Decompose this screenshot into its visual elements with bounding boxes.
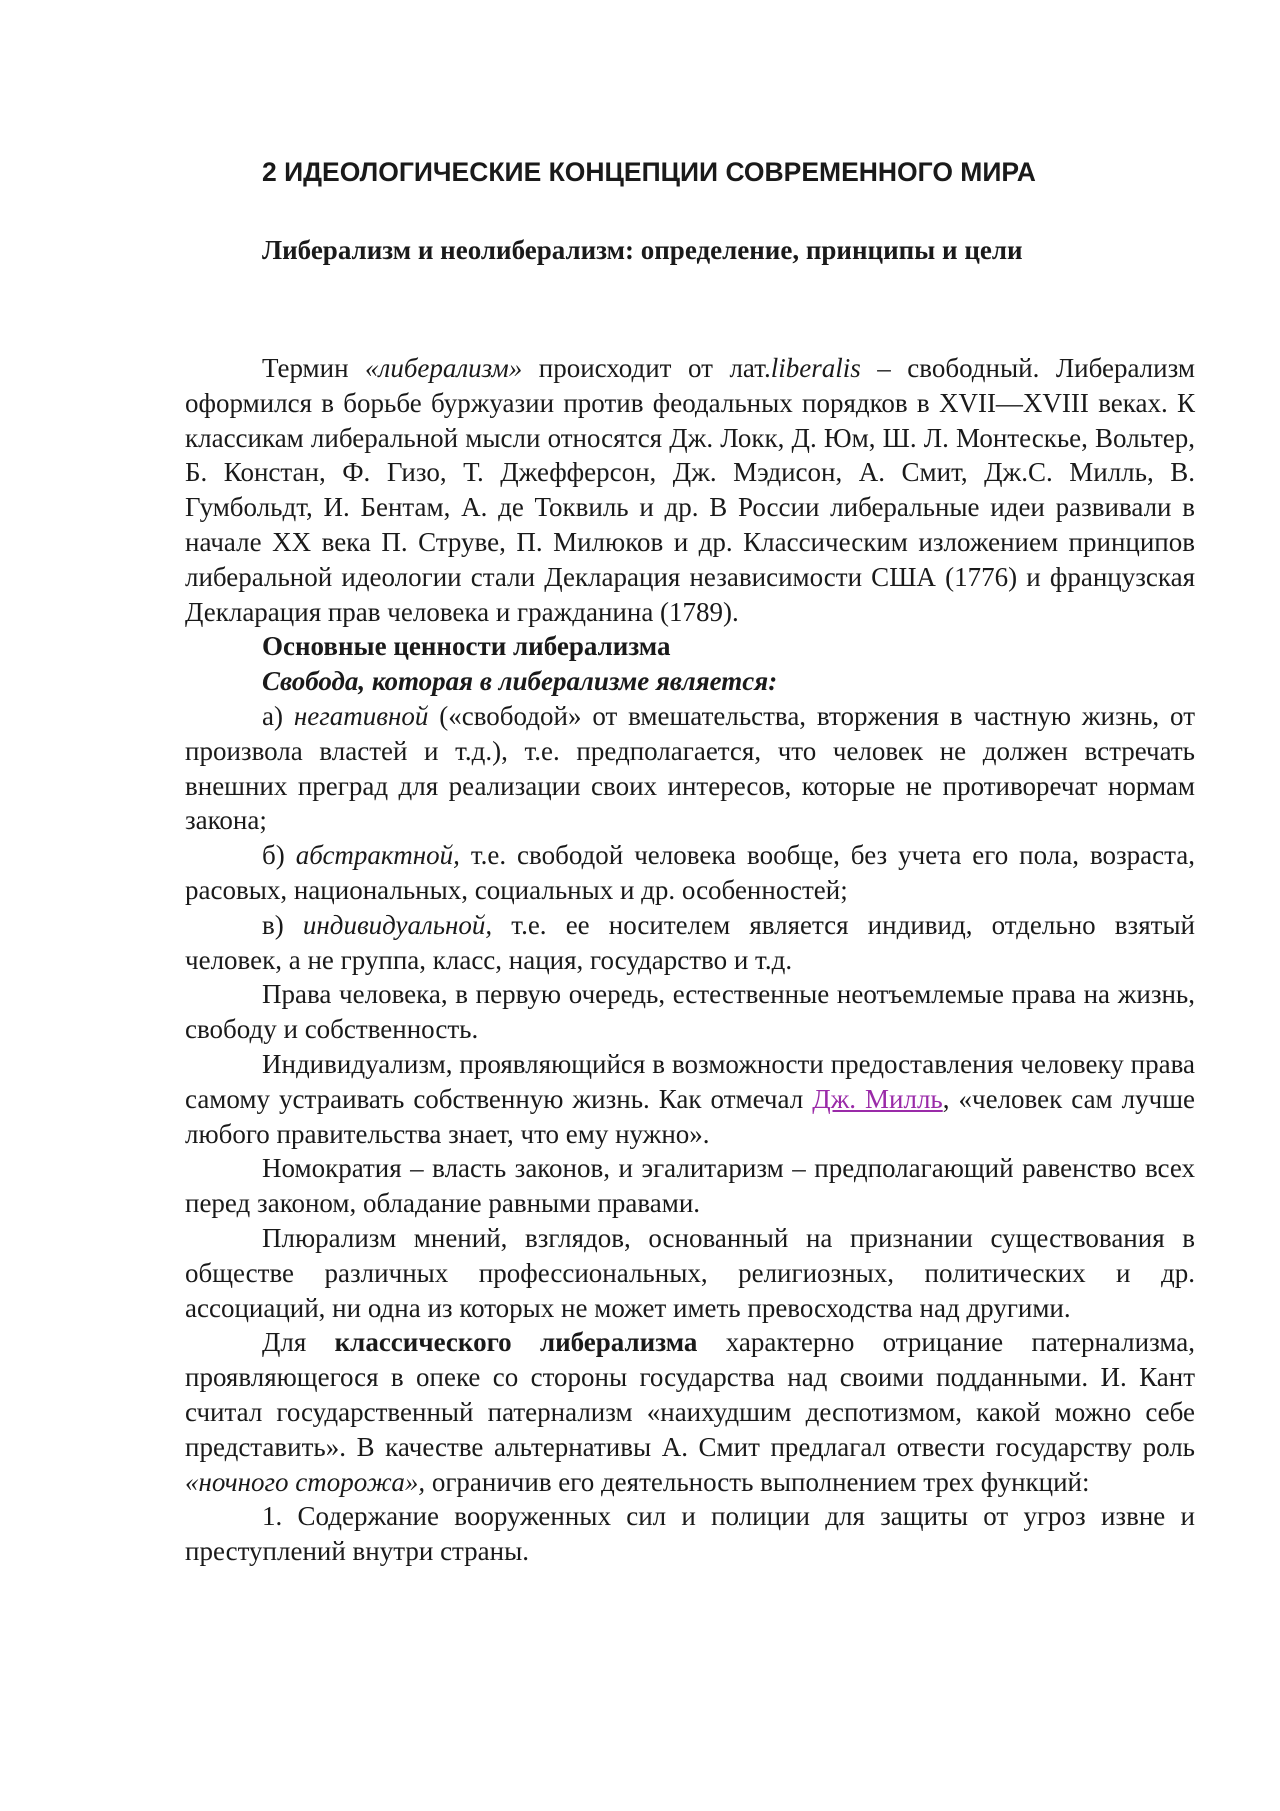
- chapter-title: 2 ИДЕОЛОГИЧЕСКИЕ КОНЦЕПЦИИ СОВРЕМЕННОГО МИРА: [262, 157, 1036, 187]
- term-abstract: абстрактной,: [295, 840, 460, 871]
- list-marker: а): [262, 700, 294, 731]
- section-title: Либерализм и неолиберализм: определение, принципы и цели: [262, 235, 1023, 265]
- list-item-b: [185, 838, 1195, 908]
- list-marker: б): [262, 840, 296, 871]
- term-classical-liberalism: классического либерализма: [334, 1327, 698, 1358]
- text-run: , «человек сам лучше любого правительства знает, что ему нужно».: [185, 1083, 1195, 1149]
- heading-core-values: Основные ценности либерализма: [262, 631, 671, 662]
- link-mill[interactable]: Дж. Милль: [812, 1083, 943, 1114]
- text-run: – свободный. Либерализм оформился в борьбе буржуазии против феодальных порядков в XVII—XVIII веках. К классикам либеральной мысли относятся Дж. Локк, Д. Юм, Ш. Л. Монтескье, Вольтер, Б. Констан, Ф. Гизо, Т. Джефферсон, Дж. Мэдисон, А. Смит, Дж.С. Милль, В. Гумбольдт, И. Бентам, А. де Токвиль и др. В России либеральные идеи развивали в начале XX века П. Струве, П. Милюков и др. Классическим изложением принципов либеральной идеологии стали Декларация независимости США (1776) и французская Декларация прав человека и гражданина (1789).: [185, 353, 1195, 627]
- paragraph-individualism: [185, 1047, 1195, 1151]
- text-run: («свободой» от вмешательства, вторжения в частную жизнь, от произвола властей и т.д.), т.е. предполагается, что человек не должен встречать внешних преград для реализации своих интересов, которые не противоречат нормам закона;: [185, 700, 1195, 836]
- document-page: [185, 155, 1195, 1569]
- text-run: т.е. ее носителем является индивид, отдельно взятый человек, а не группа, класс, нация, государство и т.д.: [185, 909, 1195, 975]
- paragraph-human-rights: Права человека, в первую очередь, естественные неотъемлемые права на жизнь, свободу и собственность.: [185, 979, 1195, 1045]
- term-individual: индивидуальной,: [302, 909, 493, 940]
- text-run: т.е. свободой человека вообще, без учета его пола, возраста, расовых, национальных, социальных и др. особенностей;: [185, 840, 1196, 905]
- heading-freedom: Свобода, которая в либерализме является:: [262, 666, 778, 697]
- text-run: Термин: [262, 353, 366, 383]
- text-run: Индивидуализм, проявляющийся в возможности предоставления человеку права самому устраивать собственную жизнь. Как отмечал: [185, 1048, 1195, 1114]
- paragraph-classical-liberalism: [185, 1325, 1195, 1499]
- list-marker: в): [262, 909, 303, 940]
- paragraph-pluralism: Плюрализм мнений, взглядов, основанный на признании существования в обществе различных профессиональных, религиозных, политических и др. ассоциаций, ни одна из которых не может иметь превосходства над другими.: [185, 1222, 1195, 1323]
- text-run: происходит от лат.: [522, 353, 771, 383]
- term-negative: негативной: [293, 700, 429, 731]
- term-liberalism: «либерализм»: [365, 353, 523, 383]
- list-item-a: [185, 699, 1195, 838]
- document-body: [185, 351, 1195, 1569]
- paragraph-term-origin: [185, 351, 1195, 629]
- paragraph-function-1: 1. Содержание вооруженных сил и полиции для защиты от угроз извне и преступлений внутри страны.: [185, 1501, 1195, 1567]
- text-run: Для: [262, 1327, 335, 1358]
- text-run: характерно отрицание патернализма, проявляющегося в опеке со стороны государства над своими подданными. И. Кант считал государственный патернализм «наихудшим деспотизмом, какой можно себе представить». В качестве альтернативы А. Смит предлагал отвести государству роль: [185, 1327, 1195, 1462]
- text-run: ограничив его деятельность выполнением трех функций:: [425, 1466, 1090, 1497]
- term-night-watchman: «ночного сторожа»,: [185, 1466, 426, 1497]
- list-item-c: [185, 908, 1195, 978]
- paragraph-nomocracy: Номократия – власть законов, и эгалитаризм – предполагающий равенство всех перед законом, обладание равными правами.: [185, 1153, 1195, 1219]
- term-liberalis: liberalis: [770, 353, 861, 383]
